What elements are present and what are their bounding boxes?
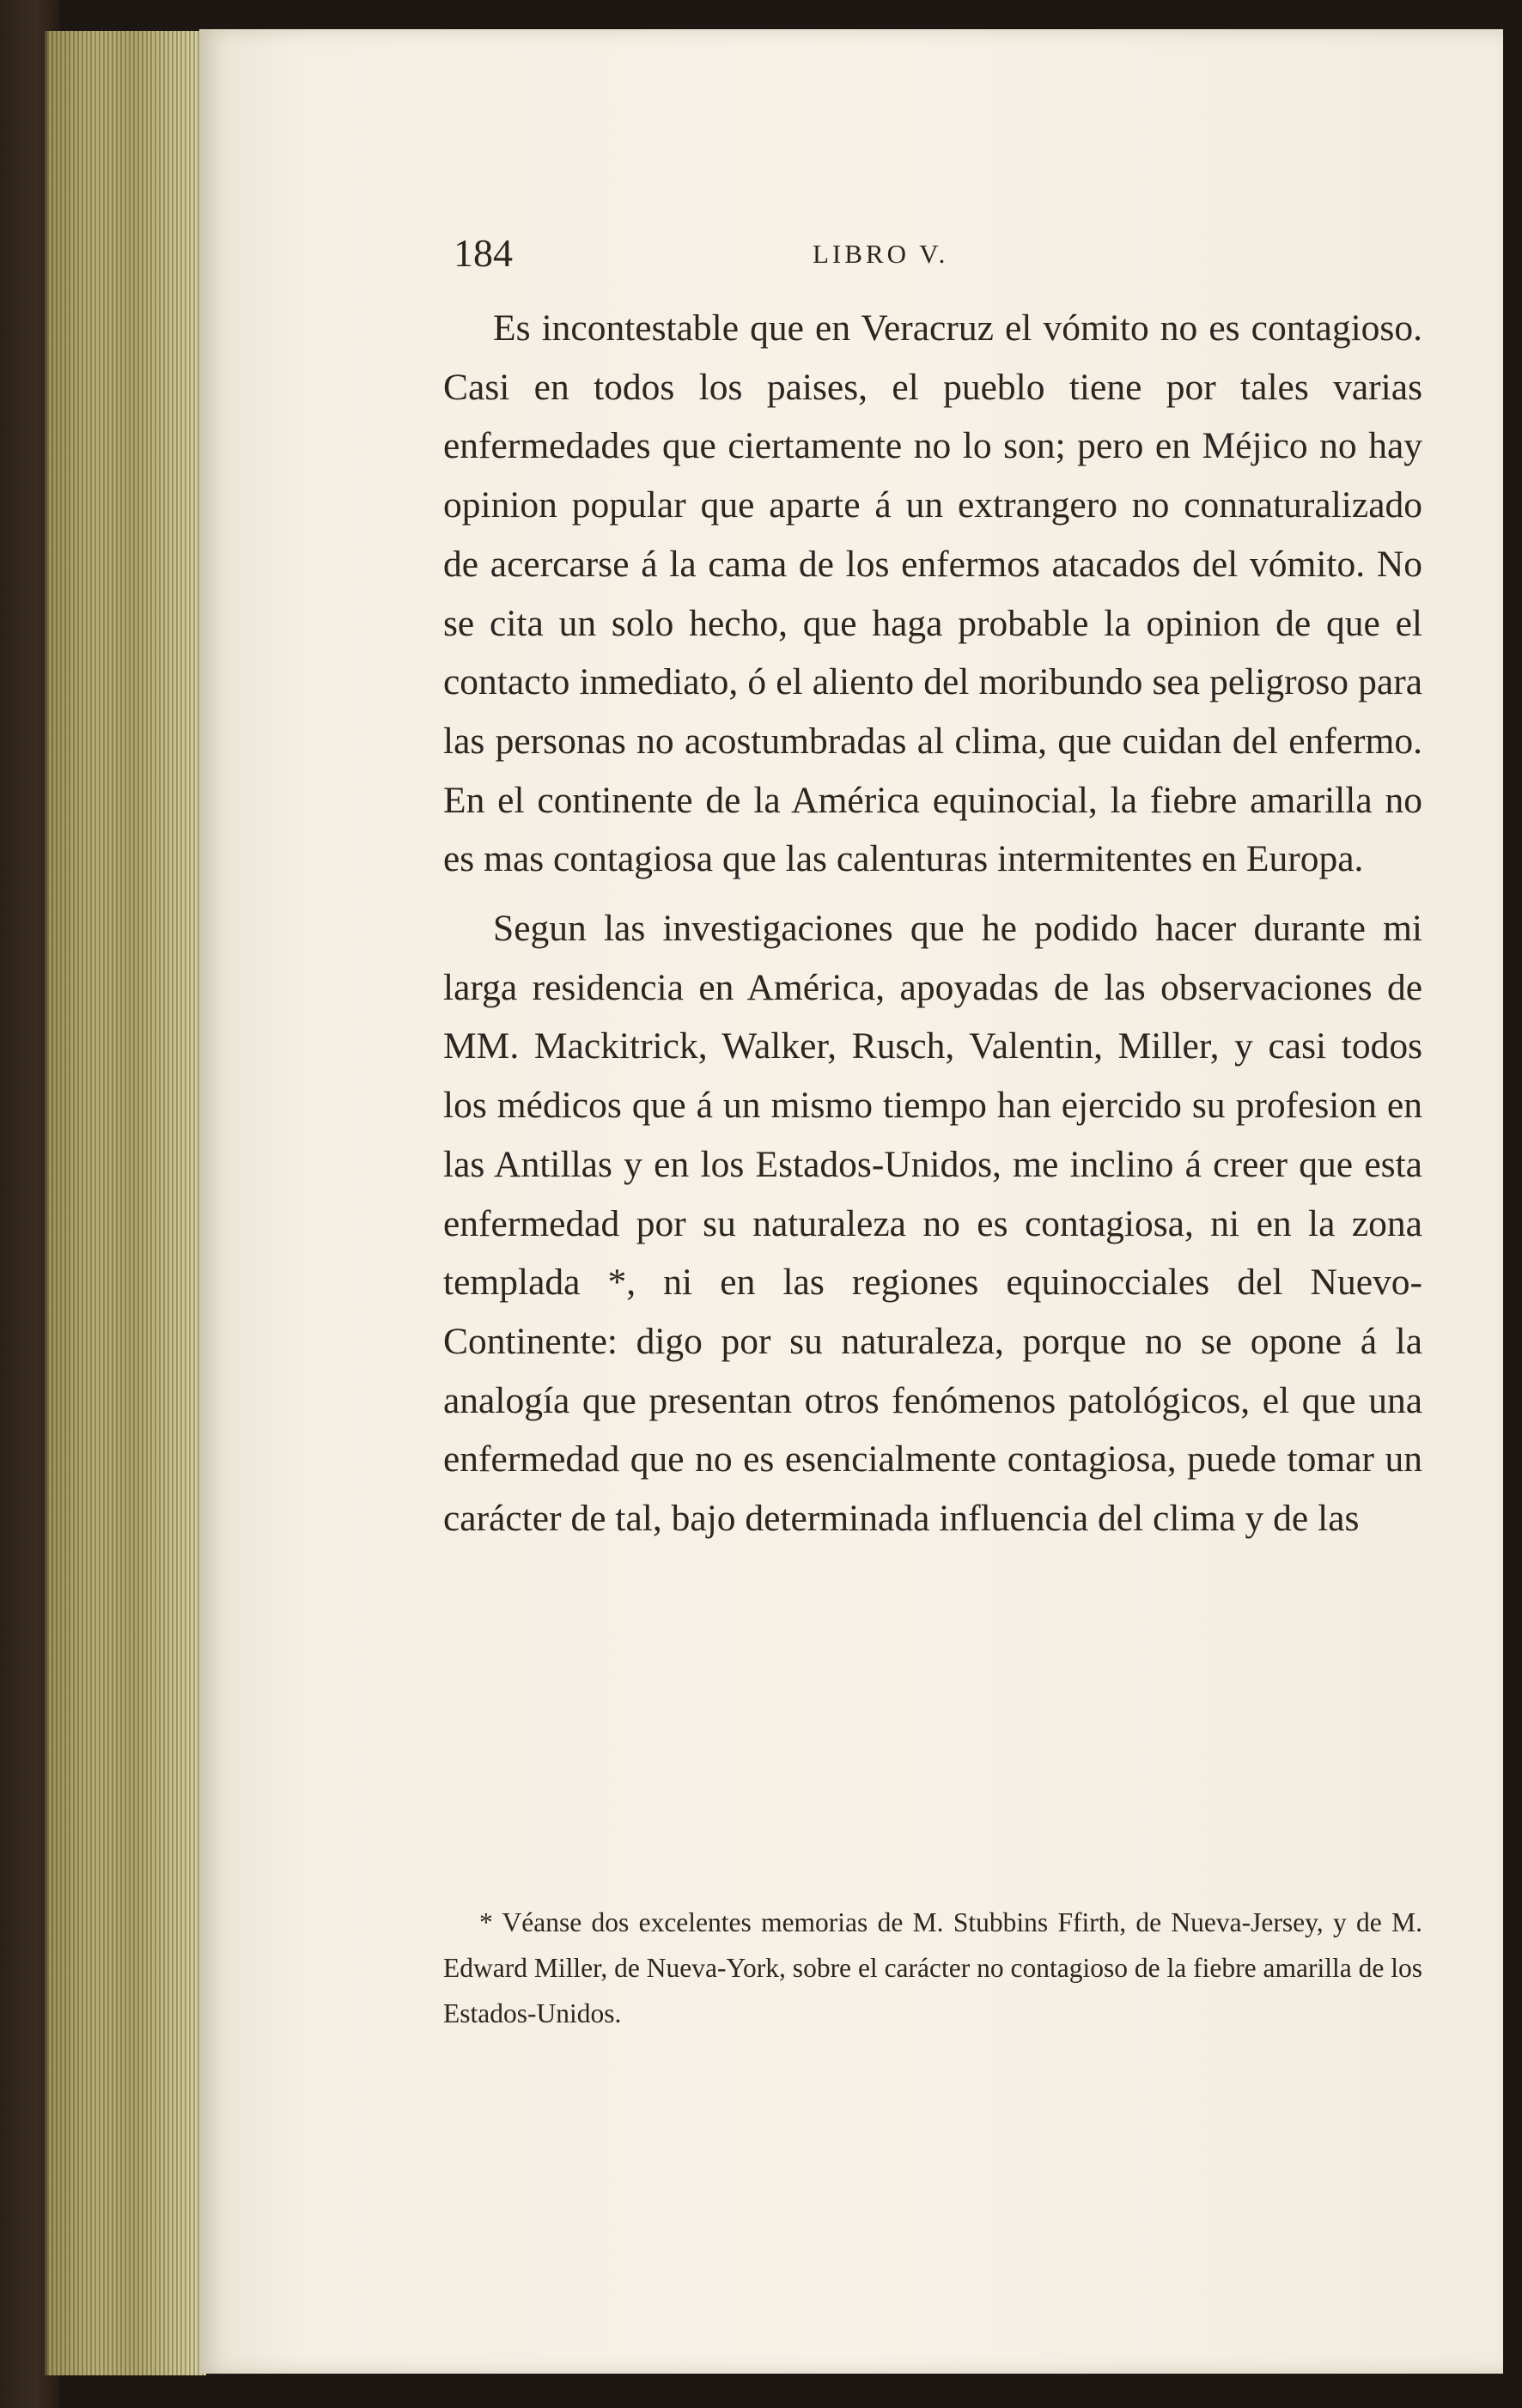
paragraph-1: Es incontestable que en Veracruz el vómito no es contagioso. Casi en todos los paises, el pueblo tiene por tales varias enfermedades que ciertamente no lo son; pero en Méjico no hay opinion popular que aparte á un extrangero no connaturalizado de acercarse á la cama de los enfermos atacados del vómito. No se cita un solo hecho, que haga probable la opinion de que el contacto inmediato, ó el aliento del moribundo sea peligroso para las personas no acostumbradas al clima, que cuidan del enfermo. En el continente de la América equinocial, la fiebre amarilla no es mas contagiosa que las calenturas intermitentes en Europa. — [443, 307, 1422, 880]
page-number: 184 — [454, 231, 513, 275]
running-title: LIBRO V. — [813, 239, 949, 269]
paragraph-gap — [443, 889, 1422, 899]
footnote — [443, 1900, 1422, 2036]
page-edges — [45, 31, 206, 2375]
paragraph-2: Segun las investigaciones que he podido hacer durante mi larga residencia en América, apoyadas de las observaciones de MM. Mackitrick, Walker, Rusch, Valentin, Miller, y casi todos los médicos que á un mismo tiempo han ejercido su profesion en las Antillas y en los Estados-Unidos, me inclino á creer que esta enfermedad por su naturaleza no es contagiosa, ni en la zona templada *, ni en las regiones equinocciales del Nuevo-Continente: digo por su naturaleza, porque no se opone á la analogía que presentan otros fenómenos patológicos, el que una enfermedad que no es esencialmente contagiosa, puede tomar un carácter de tal, bajo determinada influencia del clima y de las — [443, 908, 1422, 1540]
footnote-text: * Véanse dos excelentes memorias de M. Stubbins Ffirth, de Nueva-Jersey, y de M. Edward Miller, de Nueva-York, sobre el carácter no contagioso de la fiebre amarilla de los Estados-Unidos. — [443, 1907, 1422, 2028]
body-text — [443, 299, 1422, 1548]
running-head — [454, 230, 1441, 282]
